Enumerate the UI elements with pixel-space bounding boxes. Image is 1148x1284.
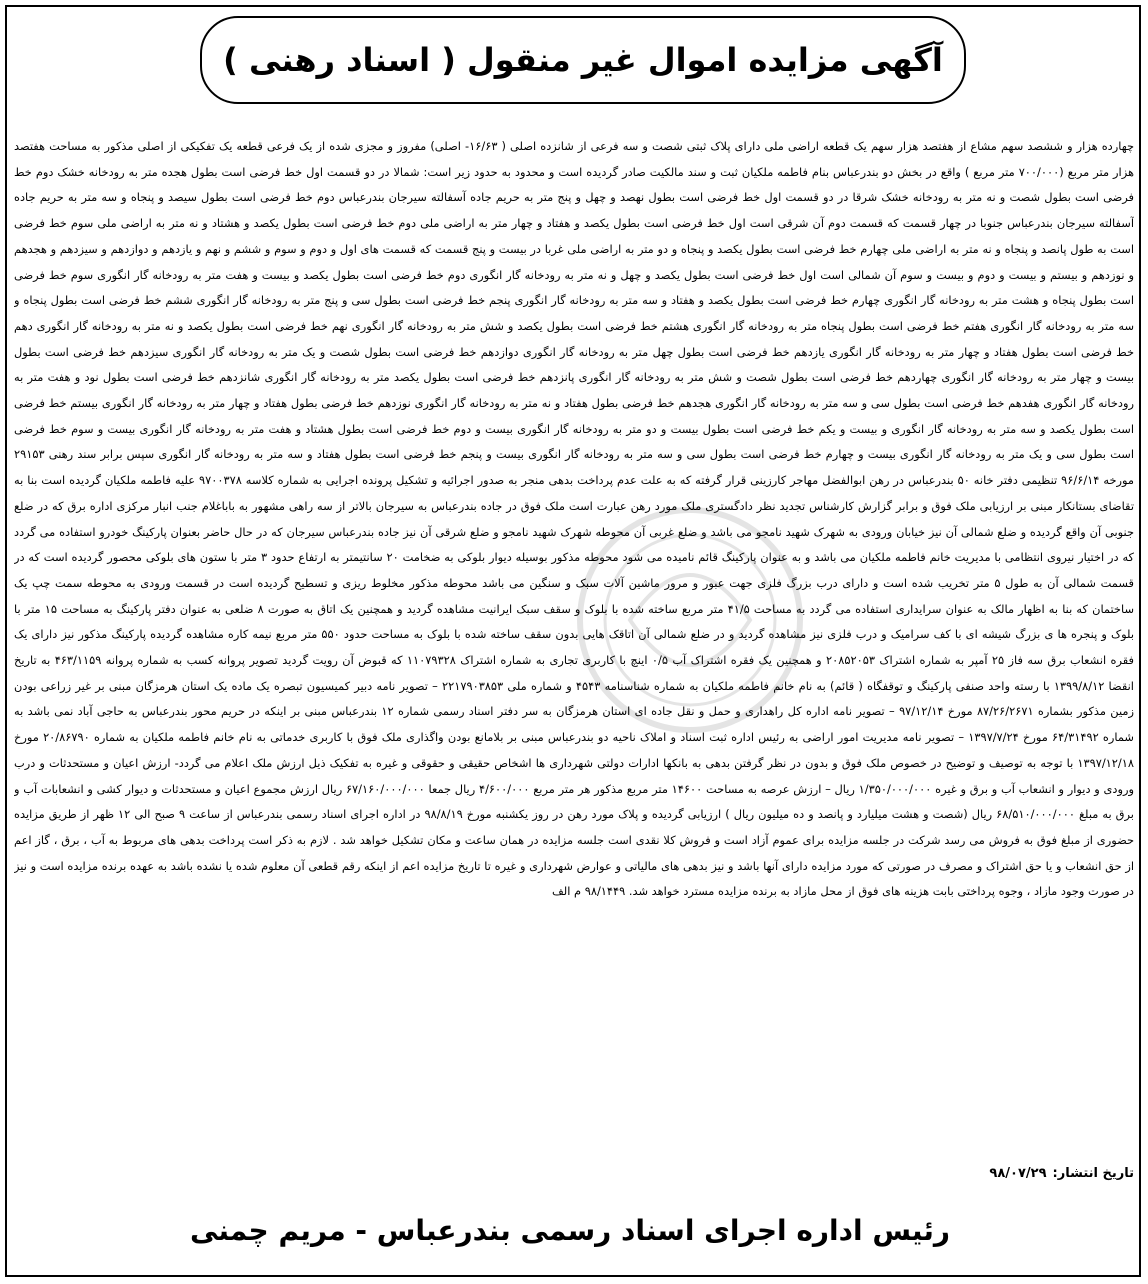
title-box [200,16,966,104]
publication-date-value: ۹۸/۰۷/۲۹ [989,1166,1047,1181]
publication-date-label: تاریخ انتشار: [1052,1166,1134,1181]
signature-line: رئیس اداره اجرای اسناد رسمی بندرعباس - مریم چمنی [190,1213,950,1247]
notice-body: چهارده هزار و ششصد سهم مشاع از هفتصد هزار سهم یک قطعه اراضی ملی دارای پلاک ثبتی شصت و سه فرعی از شانزده اصلی ( ۱۶/۶۳- اصلی) مفروز و مجزی شده از یک فرعی قطعه یک تفکیکی از اصلی مذکور به مساحت هفتصد هزار متر مربع (۷۰۰/۰۰۰ متر مربع ) واقع در بخش دو بندرعباس بنام فاطمه ملکیان ثبت و سند مالکیت صادر گردیده است و محدود به حدود زیر است: شمالا در دو قسمت اول خط فرضی است بطول هجده متر به رودخانه خشک دوم خط فرضی است بطول شصت و نه متر به رودخانه خشک شرقا در دو قسمت اول خط فرضی است بطول نهصد و چهل و پنج متر به حریم جاده آسفالته سیرجان بندرعباس دوم خط فرضی است بطول سیصد و پنجاه و سه متر به حریم جاده آسفالته سیرجان بندرعباس جنوبا در چهار قسمت که قسمت دوم آن شرقی است اول خط فرضی است بطول یکصد و هفتاد و چهار متر به اراضی ملی دوم خط فرضی است بطول یکصد و هشتاد و نه متر به اراضی ملی سوم خط فرضی است به طول پانصد و پنجاه و نه متر به اراضی ملی چهارم خط فرضی است بطول یکصد و پنجاه و دو متر به اراضی ملی غربا در بیست و پنج قسمت که قسمت های اول و دوم و سوم و ششم و نهم و یازدهم و دوازدهم و سیزدهم و هجدهم و نوزدهم و بیستم و بیست و دوم و بیست و سوم آن شمالی است اول خط فرضی است بطول یکصد و چهل و نه متر به رودخانه گار انگوری دوم خط فرضی است بطول یکصد و بیست و هفت متر به رودخانه گار انگوری سوم خط فرضی است بطول پنجاه و هشت متر به رودخانه گار انگوری چهارم خط فرضی است بطول یکصد و هفتاد و سه متر به رودخانه گار انگوری پنجم خط فرضی است بطول سی و پنج متر به رودخانه گار انگوری ششم خط فرضی است بطول پنجاه و سه متر به رودخانه گار انگوری هفتم خط فرضی است بطول پنجاه متر به رودخانه گار انگوری هشتم خط فرضی است بطول یکصد و شش متر به رودخانه گار انگوری نهم خط فرضی است بطول یکصد و نه متر به رودخانه گار انگوری دهم خط فرضی است بطول هفتاد و چهار متر به رودخانه گار انگوری یازدهم خط فرضی است بطول چهل متر به رودخانه گار انگوری دوازدهم خط فرضی است بطول شصت و یک متر به رودخانه گار انگوری سیزدهم خط فرضی است بطول بیست و چهار متر به رودخانه گار انگوری چهاردهم خط فرضی است بطول شصت و شش متر به رودخانه گار انگوری پانزدهم خط فرضی است بطول یکصد متر به رودخانه گار انگوری شانزدهم خط فرضی است بطول نود و هفت متر به رودخانه گار انگوری هفدهم خط فرضی است بطول سی و سه متر به رودخانه گار انگوری هجدهم خط فرضی بطول هفتاد و نه متر به رودخانه گار انگوری نوزدهم خط فرضی بطول هفتاد و چهار متر به رودخانه گار انگوری بیستم خط فرضی است بطول یکصد و سه متر به رودخانه گار انگوری و بیست و یکم خط فرضی است بطول بیست و دو متر به رودخانه گار انگوری بیست و دوم خط فرضی است بطول هشتاد و هفت متر به رودخانه گار انگوری بیست و سوم خط فرضی است بطول سی و یک متر به رودخانه گار انگوری بیست و چهارم خط فرضی است بطول سی و سه متر به رودخانه گار انگوری بیست و پنجم خط فرضی است بطول هفتاد و سه متر به رودخانه گار انگوری سپس برابر سند رهنی ۲۹۱۵۳ مورخه ۹۶/۶/۱۴ تنظیمی دفتر خانه ۵۰ بندرعباس در رهن ابوالفضل مهاجر کارزینی قرار گرفته که به علت عدم پرداخت بدهی منجر به صدور اجرائیه و تشکیل پرونده اجرایی به شماره کلاسه ۹۷۰۰۳۷۸ علیه فاطمه ملکیان گردیده است بنا به تقاضای بستانکار مبنی بر ارزیابی ملک فوق و برابر گزارش کارشناس تجدید نظر دادگستری ملک مورد رهن عبارت است ملک فوق در جاده بندرعباس به سیرجان بالاتر از سه راهی مشهور به باباغلام جنب انبار مرکزی اداره برق که در ضلع جنوبی آن واقع گردیده و ضلع شمالی آن نیز خیابان ورودی به شهرک شهید نامجو می باشد و ضلع غربی آن محوطه شهرک شهید نامجو و ضلع شرقی آن نیز جاده بندرعباس سیرجان که در حال حاضر بعنوان پارکینگ خودرو استفاده می گردد که در اختیار نیروی انتظامی با مدیریت خانم فاطمه ملکیان می باشد و به عنوان پارکینگ قائم نامیده می شود محوطه مذکور بوسیله دیوار بلوکی به ضخامت ۲۰ سانتیمتر به ارتفاع حدود ۳ متر با ستون های بلوکی محصور گردیده است که در قسمت شمالی آن به طول ۵ متر تخریب شده است و دارای درب بزرگ فلزی جهت عبور و مرور ماشین آلات سبک و سنگین می باشد محوطه مذکور مخلوط ریزی و تسطیح گردیده است در قسمت ورودی به محوطه سمت چپ یک ساختمان که بنا به اظهار مالک به عنوان سرایداری استفاده می گردد به مساحت ۴۱/۵ متر مربع ساخته شده با بلوک و سقف سبک ایرانیت مشاهده گردید و همچنین یک اتاق به صورت ۸ ضلعی به عنوان دفتر پارکینگ به مساحت ۱۵ متر با بلوک و پنجره ها ی بزرگ شیشه ای با کف سرامیک و درب فلزی نیز مشاهده گردید و در ضلع شمالی آن اتاقک هایی بدون سقف ساخته شده با بلوک به مساحت حدود ۵۵۰ متر مربع نیمه کاره مشاهده گردیده پارکینگ مذکور نیز دارای یک فقره انشعاب برق سه فاز ۲۵ آمپر به شماره اشتراک ۲۰۸۵۲۰۵۳ و همچنین یک فقره اشتراک آب ۰/۵ اینچ با کاربری تجاری به شماره اشتراک ۱۱۰۷۹۳۲۸ که قبوض آن رویت گردید تصویر پروانه کسب به شماره پروانه ۴۶۳/۱۱۵۹ به تاریخ انقضا ۱۳۹۹/۸/۱۲ با رسته واحد صنفی پارکینگ و توقفگاه ( قائم) به نام خانم فاطمه ملکیان به شماره شناسنامه ۴۵۴۳ و شماره ملی ۲۲۱۷۹۰۳۸۵۳ – تصویر نامه دبیر کمیسیون تبصره یک ماده یک استان هرمزگان مبنی بر غیر زراعی بودن زمین مذکور بشماره ۸۷/۲۶/۲۶۷۱ مورخ ۹۷/۱۲/۱۴ – تصویر نامه اداره کل راهداری و حمل و نقل جاده ای استان هرمزگان به سر دفتر اسناد رسمی شماره ۱۲ بندرعباس مبنی بر اینکه در حریم محور بندرعباس به حاجی آباد نمی باشد به شماره ۶۴/۳۱۴۹۲ مورخ ۱۳۹۷/۷/۲۴ – تصویر نامه مدیریت امور اراضی به رئیس اداره ثبت اسناد و املاک ناحیه دو بندرعباس مبنی بر بلامانع بودن واگذاری ملک فوق با کاربری خدماتی به نام خانم فاطمه ملکیان به شماره ۲۰/۸۶۷۹۰ مورخ ۱۳۹۷/۱۲/۱۸ با توجه به توصیف و توضیح در خصوص ملک فوق و بدون در نظر گرفتن بدهی به بانکها ادارات دولتی شهرداری ها اشخاص حقیقی و حقوقی و غیره به تفکیک ذیل ارزش ملک اعلام می گردد- ارزش اعیان و مستحدثات و درب ورودی و دیوار و انشعاب آب و برق و غیره ۱/۳۵۰/۰۰۰/۰۰۰ ریال – ارزش عرصه به مساحت ۱۴۶۰۰ متر مربع مذکور هر متر مربع ۴/۶۰۰/۰۰۰ ریال جمعا ۶۷/۱۶۰/۰۰۰/۰۰۰ ریال ارزش مجموع اعیان و مستحدثات و دیوار کشی و انشعابات آب و برق به مبلغ ۶۸/۵۱۰/۰۰۰/۰۰۰ ریال (شصت و هشت میلیارد و پانصد و ده میلیون ریال ) ارزیابی گردیده و پلاک مورد رهن در روز یکشنبه مورخ ۹۸/۸/۱۹ در اداره اجرای اسناد رسمی بندرعباس از ساعت ۹ صبح الی ۱۲ ظهر از طریق مزایده حضوری از مبلغ فوق به فروش می رسد شرکت در جلسه مزایده برای عموم آزاد است و فروش کلا نقدی است جلسه مزایده در همان ساعت و مکان تشکیل خواهد شد . لازم به ذکر است پرداخت بدهی های مربوط به آب ، برق ، گاز اعم از حق انشعاب و یا حق اشتراک و مصرف در صورتی که مورد مزایده دارای آنها باشد و نیز بدهی های مالیاتی و عوارض شهرداری و غیره تا تاریخ مزایده اعم از اینکه رقم قطعی آن معلوم شده یا نشده باشد به عهده برنده مزایده است و نیز در صورت وجود مازاد ، وجوه پرداختی بابت هزینه های فوق از محل مازاد به برنده مزایده مسترد خواهد شد. ۹۸/۱۴۴۹ م الف [14,139,1134,899]
notice-title: آگهی مزایده اموال غیر منقول ( اسناد رهنی ) [223,41,943,79]
publication-date [989,1166,1134,1181]
